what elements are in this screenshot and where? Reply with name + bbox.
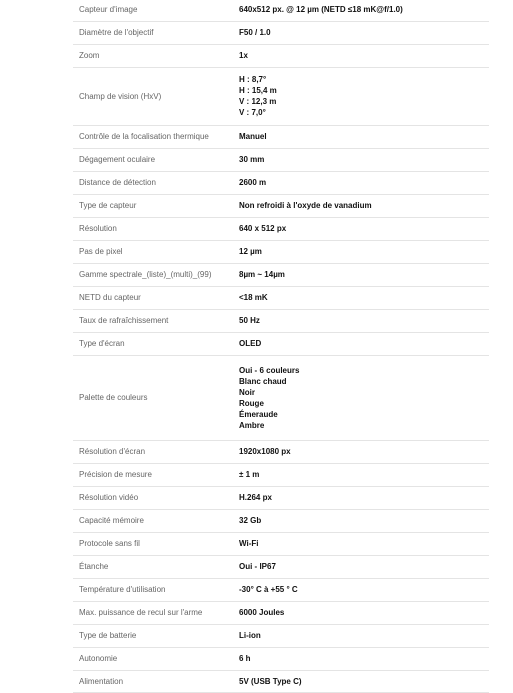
spec-row	[73, 532, 489, 555]
spec-value	[235, 332, 489, 355]
spec-value-line: H : 8,7°	[239, 75, 267, 84]
spec-label: Résolution	[79, 224, 117, 233]
spec-value-line: Oui - 6 couleurs	[239, 365, 300, 375]
spec-row	[73, 194, 489, 217]
spec-label: Gamme spectrale_(liste)_(multi)_(99)	[79, 270, 212, 279]
spec-label: Diamètre de l'objectif	[79, 28, 154, 37]
spec-label: Pas de pixel	[79, 247, 123, 256]
spec-value	[235, 0, 489, 21]
spec-table-body	[73, 0, 489, 692]
spec-label: Palette de couleurs	[79, 393, 148, 402]
spec-value-line: V : 7,0°	[239, 108, 266, 117]
spec-value-line: 50 Hz	[239, 316, 260, 325]
spec-value	[235, 125, 489, 148]
spec-label: Autonomie	[79, 654, 118, 663]
spec-value	[235, 555, 489, 578]
spec-row	[73, 125, 489, 148]
spec-value-line: ± 1 m	[239, 470, 260, 479]
spec-value-line: 2600 m	[239, 178, 267, 187]
spec-value	[235, 509, 489, 532]
spec-value-line: Wi-Fi	[239, 539, 259, 548]
spec-value-line: Noir	[239, 387, 255, 397]
spec-row	[73, 332, 489, 355]
spec-label: Max. puissance de recul sur l'arme	[79, 608, 203, 617]
spec-label: Taux de rafraîchissement	[79, 316, 169, 325]
spec-row	[73, 463, 489, 486]
spec-value	[235, 21, 489, 44]
spec-value	[235, 171, 489, 194]
spec-value	[235, 217, 489, 240]
spec-row	[73, 601, 489, 624]
spec-value	[235, 670, 489, 692]
spec-label: Type de batterie	[79, 631, 137, 640]
spec-value	[235, 486, 489, 509]
spec-row	[73, 148, 489, 171]
spec-value-line: Émeraude	[239, 409, 278, 419]
spec-row	[73, 309, 489, 332]
spec-label: Étanche	[79, 562, 109, 571]
spec-row	[73, 67, 489, 125]
spec-value	[235, 67, 489, 125]
spec-row	[73, 0, 489, 21]
spec-value-line: 1x	[239, 51, 248, 60]
spec-value	[235, 309, 489, 332]
spec-value	[235, 44, 489, 67]
spec-label: Protocole sans fil	[79, 539, 140, 548]
spec-label: Alimentation	[79, 676, 124, 686]
spec-row	[73, 21, 489, 44]
spec-label: Zoom	[79, 51, 100, 60]
spec-value-line: 1920x1080 px	[239, 447, 291, 456]
spec-value-line: 640 x 512 px	[239, 224, 287, 233]
spec-value-line: H.264 px	[239, 493, 272, 502]
spec-value	[235, 647, 489, 670]
spec-value-line: H : 15,4 m	[239, 86, 277, 95]
spec-value-line: V : 12,3 m	[239, 97, 277, 106]
spec-value	[235, 263, 489, 286]
spec-label: Résolution d'écran	[79, 447, 146, 456]
spec-value	[235, 463, 489, 486]
spec-value-line: Ambre	[239, 420, 265, 430]
spec-label: Type de capteur	[79, 201, 137, 210]
spec-value-line: <18 mK	[239, 293, 268, 302]
spec-row	[73, 44, 489, 67]
spec-value	[235, 532, 489, 555]
spec-row	[73, 240, 489, 263]
spec-row	[73, 486, 489, 509]
spec-value	[235, 440, 489, 463]
spec-label: NETD du capteur	[79, 293, 141, 302]
spec-row	[73, 171, 489, 194]
spec-row	[73, 509, 489, 532]
spec-row	[73, 263, 489, 286]
spec-row	[73, 217, 489, 240]
spec-label: Capacité mémoire	[79, 516, 144, 525]
spec-row	[73, 440, 489, 463]
spec-row	[73, 670, 489, 692]
spec-row	[73, 647, 489, 670]
spec-label: Distance de détection	[79, 178, 156, 187]
spec-value-line: -30° C à +55 ° C	[239, 585, 298, 594]
spec-label: Précision de mesure	[79, 470, 152, 479]
spec-value-line: Li-ion	[239, 631, 261, 640]
spec-value-line: 6 h	[239, 654, 251, 663]
spec-row	[73, 624, 489, 647]
spec-label: Champ de vision (HxV)	[79, 91, 162, 101]
spec-value	[235, 148, 489, 171]
spec-value	[235, 355, 489, 440]
spec-row	[73, 355, 489, 440]
spec-value-line: Manuel	[239, 132, 267, 141]
spec-row	[73, 286, 489, 309]
spec-label: Température d'utilisation	[79, 585, 166, 594]
spec-label: Résolution vidéo	[79, 493, 139, 502]
spec-value	[235, 240, 489, 263]
spec-value-line: Oui - IP67	[239, 562, 276, 571]
spec-value-line: 32 Gb	[239, 516, 262, 525]
spec-value	[235, 601, 489, 624]
spec-value-line: F50 / 1.0	[239, 28, 271, 37]
spec-value	[235, 624, 489, 647]
spec-value-line: 8µm ~ 14µm	[239, 270, 285, 279]
spec-value-line: Non refroidi à l'oxyde de vanadium	[239, 201, 372, 210]
spec-value-line: Blanc chaud	[239, 376, 287, 386]
spec-value-line: 640x512 px. @ 12 µm (NETD ≤18 mK@f/1.0)	[239, 5, 403, 15]
spec-value-line: Rouge	[239, 398, 264, 408]
spec-value-line: OLED	[239, 339, 262, 348]
spec-label: Type d'écran	[79, 339, 125, 348]
spec-label: Capteur d'image	[79, 5, 138, 15]
spec-table	[73, 0, 489, 693]
spec-row	[73, 578, 489, 601]
spec-value	[235, 286, 489, 309]
spec-value	[235, 194, 489, 217]
spec-label: Dégagement oculaire	[79, 155, 156, 164]
spec-value	[235, 578, 489, 601]
spec-value-line: 5V (USB Type C)	[239, 676, 302, 686]
spec-value-line: 12 µm	[239, 247, 262, 256]
spec-row	[73, 555, 489, 578]
spec-value-line: 30 mm	[239, 155, 265, 164]
spec-label: Contrôle de la focalisation thermique	[79, 132, 209, 141]
spec-value-line: 6000 Joules	[239, 608, 285, 617]
